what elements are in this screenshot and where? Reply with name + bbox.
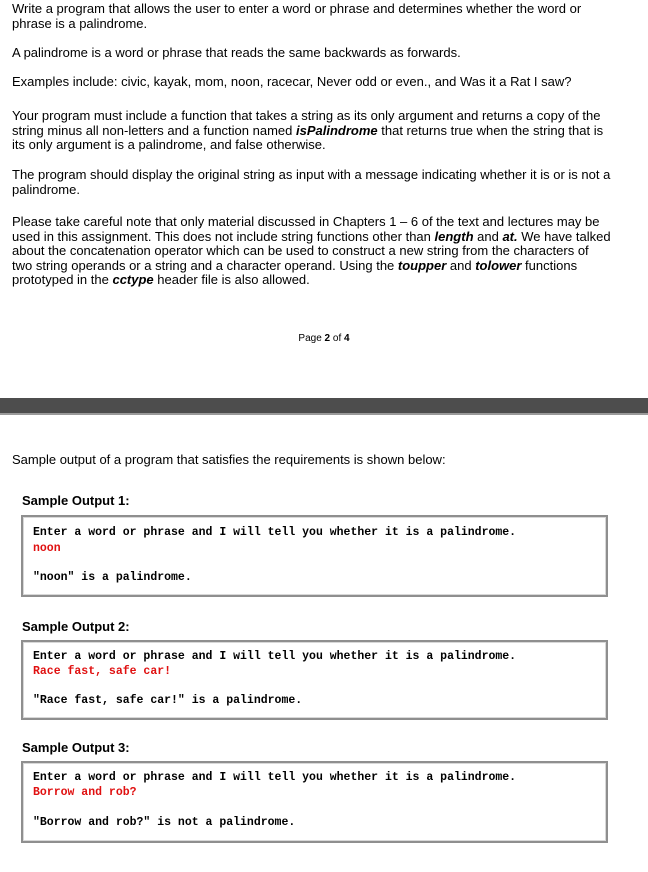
- sample-intro: Sample output of a program that satisfies the requirements is shown below:: [12, 452, 446, 467]
- page-of: of: [330, 333, 345, 344]
- text-run: that returns true when the string that is its only argument is a palindrome, and false otherwise.: [12, 122, 604, 153]
- sample-title-2: Sample Output 2:: [22, 619, 130, 634]
- sample-prompt: Enter a word or phrase and I will tell you whether it is a palindrome.: [33, 771, 517, 784]
- sample-result: "noon" is a palindrome.: [33, 571, 192, 584]
- keyword-tolower: tolower: [475, 257, 522, 273]
- page-current: 2: [324, 333, 331, 344]
- sample-input: Borrow and rob?: [33, 786, 137, 799]
- sample-input: noon: [33, 542, 61, 555]
- text-run: header file is also allowed.: [153, 272, 310, 288]
- page-break-divider: [0, 398, 648, 413]
- sample-prompt: Enter a word or phrase and I will tell you whether it is a palindrome.: [33, 650, 517, 663]
- text-run: Your program must include a function that takes a string as its only argument and returns a copy of the string minus all non-letters and a function named: [12, 108, 601, 138]
- paragraph-intro: Write a program that allows the user to enter a word or phrase and determines whether the word or phrase is a palindrome.: [12, 1, 582, 31]
- function-name-ispalindrome: isPalindrome: [296, 122, 378, 138]
- sample-output-box-1: [21, 515, 608, 597]
- text-run: Please take careful note that only material discussed in Chapters 1 – 6 of the text and lectures may be used in this assignment. This does not include string functions other than: [12, 214, 600, 244]
- keyword-cctype: cctype: [112, 272, 154, 288]
- page-break-shadow: [0, 413, 648, 415]
- keyword-length: length: [434, 228, 474, 244]
- sample-input: Race fast, safe car!: [33, 665, 172, 678]
- sample-result: "Borrow and rob?" is not a palindrome.: [33, 816, 296, 829]
- paragraph-display: The program should display the original string as input with a message indicating whether it is or is not a palindrome.: [12, 167, 611, 197]
- sample-title-3: Sample Output 3:: [22, 740, 130, 755]
- sample-output-box-2: [21, 640, 608, 720]
- paragraph-examples: Examples include: civic, kayak, mom, noon, racecar, Never odd or even., and Was it a Rat I saw?: [12, 74, 572, 89]
- keyword-toupper: toupper: [397, 257, 447, 273]
- paragraph-definition: A palindrome is a word or phrase that reads the same backwards as forwards.: [12, 45, 461, 60]
- paragraph-requirements: [12, 109, 612, 153]
- sample-output-box-3: [21, 761, 608, 843]
- keyword-at: at.: [502, 228, 518, 244]
- page-total: 4: [344, 333, 350, 344]
- text-run: and: [473, 228, 503, 244]
- sample-result: "Race fast, safe car!" is a palindrome.: [33, 694, 303, 707]
- text-run: and: [446, 257, 476, 273]
- text-run: We have talked about the concatenation operator which can be used to construct a new string from the characters of two string operands or a string and a character operand. Using the: [12, 228, 611, 273]
- sample-title-1: Sample Output 1:: [22, 493, 130, 508]
- document-page-top: [0, 0, 648, 398]
- text-run: functions prototyped in the: [12, 257, 578, 288]
- page-number: [0, 333, 648, 344]
- page-label: Page: [298, 333, 325, 344]
- paragraph-restrictions: [12, 215, 612, 288]
- sample-prompt: Enter a word or phrase and I will tell you whether it is a palindrome.: [33, 526, 517, 539]
